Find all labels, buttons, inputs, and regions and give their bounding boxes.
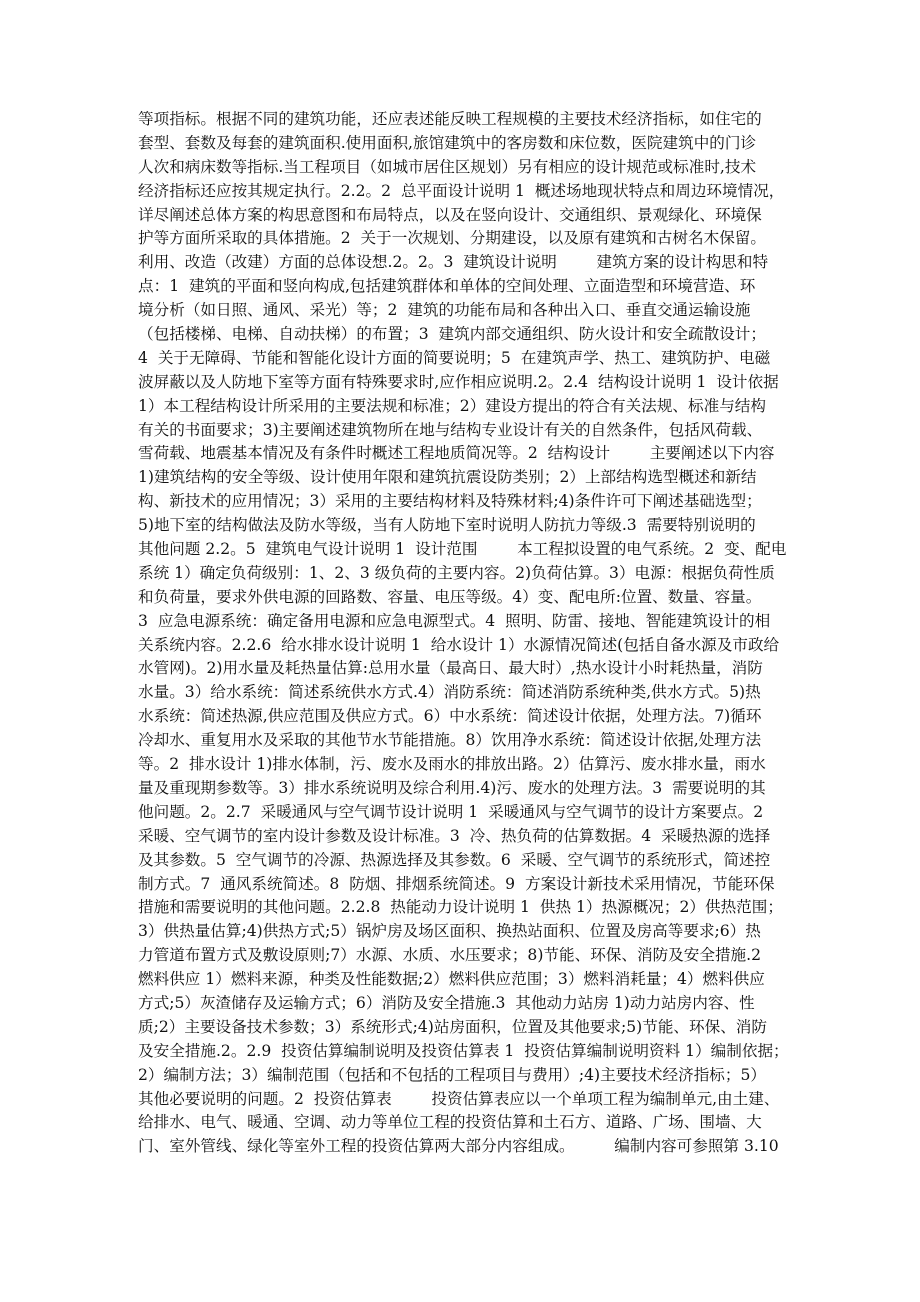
text-line: 利用、改造（改建）方面的总体设想.2。2。3 建筑设计说明 建筑方案的设计构思和特 bbox=[138, 253, 769, 272]
text-line: 详尽阐述总体方案的构思意图和布局特点，以及在竖向设计、交通组织、景观绿化、环境保 bbox=[138, 205, 762, 224]
text-line: 构、新技术的应用情况；3）采用的主要结构材料及特殊材料;4)条件许可下阐述基础选型； bbox=[138, 492, 762, 511]
text-line: 其他问题 2.2。5 建筑电气设计说明 1 设计范围 本工程拟设置的电气系统。2 变、配电 bbox=[138, 540, 787, 559]
text-line: 1)建筑结构的安全等级、设计使用年限和建筑抗震设防类别；2）上部结构选型概述和新结 bbox=[138, 468, 757, 487]
text-line: 力管道布置方式及敷设原则;7）水源、水质、水压要求；8)节能、环保、消防及安全措施.2 bbox=[138, 946, 762, 965]
text-line: 和负荷量，要求外供电源的回路数、容量、电压等级。4）变、配电所:位置、数量、容量。 bbox=[138, 587, 762, 606]
text-line: 雪荷载、地震基本情况及有条件时概述工程地质简况等。2 结构设计 主要阐述以下内容 bbox=[138, 444, 775, 463]
text-line: 门、室外管线、绿化等室外工程的投资估算两大部分内容组成。 编制内容可参照第 3.10 bbox=[138, 1137, 779, 1156]
text-line: 经济指标还应按其规定执行。2.2。2 总平面设计说明 1 概述场地现状特点和周边环境情况， bbox=[138, 181, 785, 200]
document-page bbox=[138, 108, 790, 1159]
text-line: 及安全措施.2。2.9 投资估算编制说明及投资估算表 1 投资估算编制说明资料 1）编制依据； bbox=[138, 1041, 789, 1060]
text-line: 燃料供应 1）燃料来源，种类及性能数据;2）燃料供应范围；3）燃料消耗量；4）燃料供应 bbox=[138, 970, 765, 989]
text-line: 系统 1）确定负荷级别：1、2、3 级负荷的主要内容。2)负荷估算。3）电源：根据负荷性质 bbox=[138, 563, 775, 582]
text-line: 点：1 建筑的平面和竖向构成,包括建筑群体和单体的空间处理、立面造型和环境营造、环 bbox=[138, 277, 756, 296]
text-line: （包括楼梯、电梯、自动扶梯）的布置；3 建筑内部交通组织、防火设计和安全疏散设计； bbox=[138, 325, 766, 344]
text-line: 方式;5）灰渣储存及运输方式；6）消防及安全措施.3 其他动力站房 1)动力站房内容、性 bbox=[138, 993, 755, 1012]
text-line: 措施和需要说明的其他问题。2.2.8 热能动力设计说明 1 供热 1）热源概况；2）供热范围； bbox=[138, 898, 783, 917]
text-line: 4 关于无障碍、节能和智能化设计方面的简要说明；5 在建筑声学、热工、建筑防护、电磁 bbox=[138, 348, 771, 367]
text-line: 套型、套数及每套的建筑面积.使用面积,旅馆建筑中的客房数和床位数，医院建筑中的门诊 bbox=[138, 133, 757, 152]
text-line: 质;2）主要设备技术参数；3）系统形式;4)站房面积，位置及其他要求;5)节能、环保、消防 bbox=[138, 1017, 767, 1036]
text-line: 水量。3）给水系统：简述系统供水方式.4）消防系统：简述消防系统种类,供水方式。5)热 bbox=[138, 683, 761, 702]
text-line: 人次和病床数等指标.当工程项目（如城市居住区规划）另有相应的设计规范或标准时,技术 bbox=[138, 157, 757, 176]
text-line: 3 应急电源系统：确定备用电源和应急电源型式。4 照明、防雷、接地、智能建筑设计的相 bbox=[138, 611, 771, 630]
text-line: 制方式。7 通风系统简述。8 防烟、排烟系统简述。9 方案设计新技术采用情况，节能环保 bbox=[138, 874, 775, 893]
text-line: 2）编制方法；3）编制范围（包括和不包括的工程项目与费用）;4)主要技术经济指标；5） bbox=[138, 1065, 766, 1084]
text-line: 境分析（如日照、通风、采光）等；2 建筑的功能布局和各种出入口、垂直交通运输设施 bbox=[138, 301, 751, 320]
text-line: 等。2 排水设计 1)排水体制，污、废水及雨水的排放出路。2）估算污、废水排水量，雨水 bbox=[138, 755, 766, 774]
text-line: 等项指标。根据不同的建筑功能，还应表述能反映工程规模的主要技术经济指标，如住宅的 bbox=[138, 110, 762, 128]
text-line: 采暖、空气调节的室内设计参数及设计标准。3 冷、热负荷的估算数据。4 采暖热源的选择 bbox=[138, 826, 771, 845]
text-line: 3）供热量估算;4)供热方式;5）锅炉房及场区面积、换热站面积、位置及房高等要求;6）热 bbox=[138, 922, 761, 941]
text-line: 护等方面所采取的具体措施。2 关于一次规划、分期建设，以及原有建筑和古树名木保留。 bbox=[138, 229, 766, 248]
text-line: 水管网)。2)用水量及耗热量估算:总用水量（最高日、最大时）,热水设计小时耗热量，消防 bbox=[138, 659, 763, 678]
text-line: 水系统：简述热源,供应范围及供应方式。6）中水系统：简述设计依据，处理方法。7)循环 bbox=[138, 707, 762, 726]
text-line: 关系统内容。2.2.6 给水排水设计说明 1 给水设计 1）水源情况简述(包括自备水源及市政给 bbox=[138, 635, 780, 654]
text-line: 给排水、电气、暖通、空调、动力等单位工程的投资估算和土石方、道路、广场、围墙、大 bbox=[138, 1113, 762, 1132]
text-line: 冷却水、重复用水及采取的其他节水节能措施。8）饮用净水系统：简述设计依据,处理方法 bbox=[138, 731, 762, 750]
text-line: 量及重现期参数等。3）排水系统说明及综合利用.4)污、废水的处理方法。3 需要说明的其 bbox=[138, 778, 766, 797]
text-line: 其他必要说明的问题。2 投资估算表 投资估算表应以一个单项工程为编制单元,由土建、 bbox=[138, 1089, 780, 1108]
text-line: 1）本工程结构设计所采用的主要法规和标准；2）建设方提出的符合有关法规、标准与结构 bbox=[138, 396, 766, 415]
text-line: 他问题。2。2.7 采暖通风与空气调节设计说明 1 采暖通风与空气调节的设计方案要点。2 bbox=[138, 802, 764, 821]
text-line: 5)地下室的结构做法及防水等级，当有人防地下室时说明人防抗力等级.3 需要特别说明的 bbox=[138, 516, 756, 535]
text-line: 有关的书面要求；3)主要阐述建筑物所在地与结构专业设计有关的自然条件，包括风荷载、 bbox=[138, 420, 763, 439]
text-line: 波屏蔽以及人防地下室等方面有特殊要求时,应作相应说明.2。2.4 结构设计说明 1 设计依据 bbox=[138, 372, 779, 391]
text-line: 及其参数。5 空气调节的冷源、热源选择及其参数。6 采暖、空气调节的系统形式，简述控 bbox=[138, 850, 771, 869]
